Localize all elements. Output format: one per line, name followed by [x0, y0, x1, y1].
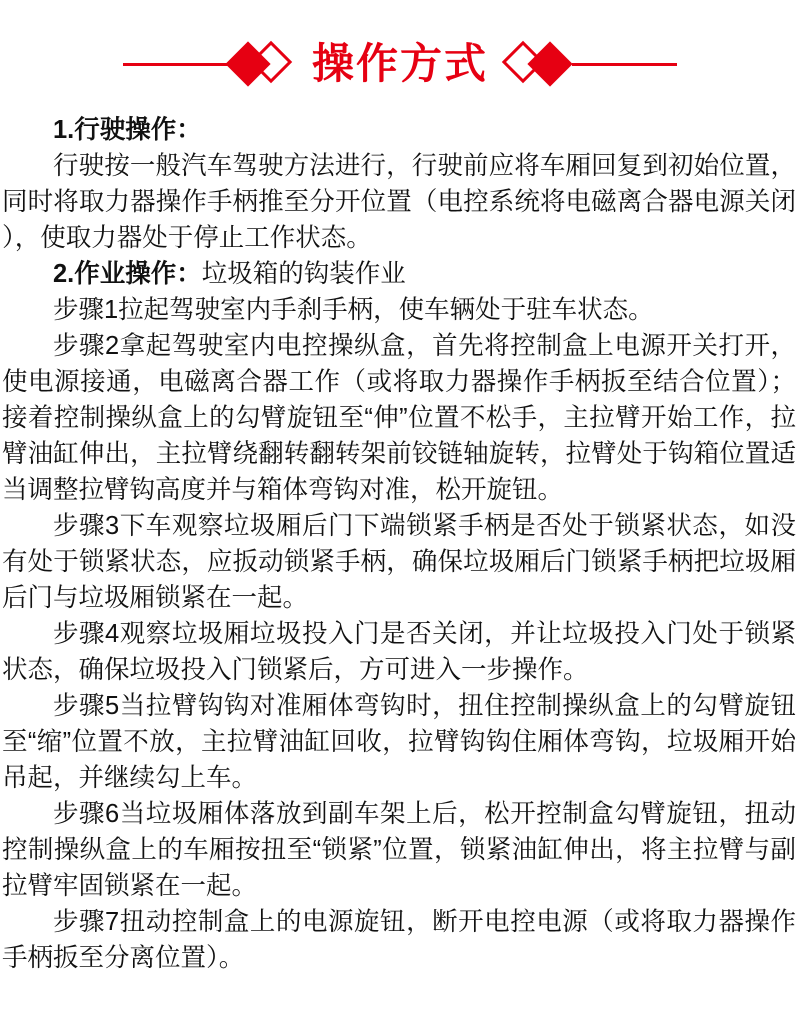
section-header	[0, 36, 800, 92]
step-4-paragraph: 步骤4观察垃圾厢垃圾投入门是否关闭，并让垃圾投入门处于锁紧状态，确保垃圾投入门锁紧后，方可进入一步操作。	[2, 620, 796, 684]
page-title: 操作方式	[311, 40, 488, 87]
diamond-ornament-left	[228, 38, 298, 90]
diamond-ornament-right	[502, 38, 572, 90]
section2-heading-label: 2.作业操作：	[53, 260, 202, 288]
instruction-page	[0, 36, 800, 976]
step-3-paragraph: 步骤3下车观察垃圾厢后门下端锁紧手柄是否处于锁紧状态，如没有处于锁紧状态，应扳动锁紧手柄，确保垃圾厢后门锁紧手柄把垃圾厢后门与垃圾厢锁紧在一起。	[2, 512, 796, 612]
header-rule-right	[572, 63, 677, 66]
step-7-paragraph: 步骤7扭动控制盒上的电源旋钮，断开电控电源（或将取力器操作手柄扳至分离位置）。	[2, 908, 796, 972]
step-6-paragraph: 步骤6当垃圾厢体落放到副车架上后，松开控制盒勾臂旋钮，扭动控制操纵盒上的车厢按扭至“锁紧”位置，锁紧油缸伸出，将主拉臂与副拉臂牢固锁紧在一起。	[2, 800, 796, 900]
instruction-body	[0, 92, 800, 976]
section1-heading: 1.行驶操作：	[53, 116, 202, 144]
filled-diamond-icon	[527, 41, 572, 86]
section1-paragraph: 行驶按一般汽车驾驶方法进行，行驶前应将车厢回复到初始位置，同时将取力器操作手柄推至分开位置（电控系统将电磁离合器电源关闭），使取力器处于停止工作状态。	[2, 152, 796, 252]
step-2-paragraph: 步骤2拿起驾驶室内电控操纵盒，首先将控制盒上电源开关打开，使电源接通，电磁离合器工作（或将取力器操作手柄扳至结合位置）；接着控制操纵盒上的勾臂旋钮至“伸”位置不松手，主拉臂开始工作，拉臂油缸伸出，主拉臂绕翻转翻转架前铰链轴旋转，拉臂处于钩箱位置适当调整拉臂钩高度并与箱体弯钩对准，松开旋钮。	[2, 332, 796, 504]
section2-heading-subtitle: 垃圾箱的钩装作业	[201, 260, 406, 288]
step-5-paragraph: 步骤5当拉臂钩钩对准厢体弯钩时，扭住控制操纵盒上的勾臂旋钮至“缩”位置不放，主拉臂油缸回收，拉臂钩钩住厢体弯钩，垃圾厢开始吊起，并继续勾上车。	[2, 692, 796, 792]
section2-heading	[2, 256, 796, 292]
step-1-paragraph: 步骤1拉起驾驶室内手刹手柄，使车辆处于驻车状态。	[53, 296, 654, 324]
header-rule-left	[123, 63, 228, 66]
